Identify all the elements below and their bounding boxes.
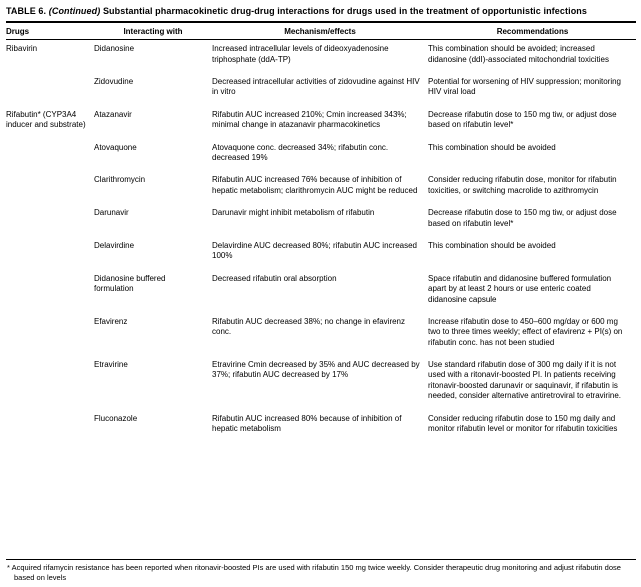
table-number: TABLE 6. bbox=[6, 6, 47, 16]
drug-cell bbox=[6, 274, 94, 305]
mechanism-cell: Rifabutin AUC decreased 38%; no change in efavirenz conc. bbox=[212, 316, 406, 337]
interacting-cell: Atovaquone bbox=[94, 142, 137, 152]
interacting-cell: Delavirdine bbox=[94, 240, 135, 250]
interacting-cell: Atazanavir bbox=[94, 109, 132, 119]
table-row bbox=[6, 414, 636, 435]
table-row bbox=[6, 44, 636, 65]
recommendation-cell: Decrease rifabutin dose to 150 mg tiw, or adjust dose based on rifabutin level* bbox=[428, 109, 617, 130]
drug-cell: Ribavirin bbox=[6, 44, 38, 54]
recommendation-cell: Consider reducing rifabutin dose to 150 mg daily and monitor rifabutin level or monitor for rifabutin toxicities bbox=[428, 413, 618, 434]
recommendation-cell: This combination should be avoided; increased didanosine (ddI)-associated mitochondrial toxicities bbox=[428, 44, 609, 64]
mechanism-cell: Decreased intracellular activities of zidovudine against HIV in vitro bbox=[212, 77, 420, 97]
drug-cell bbox=[6, 175, 94, 196]
table-continued-label: (Continued) bbox=[48, 6, 101, 16]
recommendation-cell: Increase rifabutin dose to 450–600 mg/day or 600 mg two to three times weekly; effect of efavirenz + PI(s) on rifabutin conc. has not been studied bbox=[428, 316, 623, 347]
mechanism-cell: Darunavir might inhibit metabolism of rifabutin bbox=[212, 208, 375, 218]
drug-cell bbox=[6, 317, 94, 348]
recommendation-cell: This combination should be avoided bbox=[428, 142, 556, 152]
table-row bbox=[6, 360, 636, 402]
drug-cell: Rifabutin* (CYP3A4 inducer and substrate) bbox=[6, 109, 86, 130]
recommendation-cell: Use standard rifabutin dose of 300 mg daily if it is not used with a ritonavir-boosted PI. In patients receiving ritonavir-boosted darunavir or saquinavir, if rifabutin is needed, consider alternative antiretroviral to etravirine. bbox=[428, 360, 621, 401]
drug-cell bbox=[6, 360, 94, 402]
mechanism-cell: Increased intracellular levels of dideoxyadenosine triphosphate (ddA-TP) bbox=[212, 44, 389, 64]
interacting-cell: Didanosine buffered formulation bbox=[94, 273, 166, 294]
table-row bbox=[6, 77, 636, 98]
table-title bbox=[6, 6, 636, 18]
recommendation-cell: Space rifabutin and didanosine buffered formulation apart by at least 2 hours or use enteric coated didanosine capsule bbox=[428, 273, 612, 304]
drug-cell bbox=[6, 241, 94, 262]
drug-cell bbox=[6, 143, 94, 164]
mechanism-cell: Delavirdine AUC decreased 80%; rifabutin AUC increased 100% bbox=[212, 240, 417, 261]
interacting-cell: Darunavir bbox=[94, 208, 129, 218]
table-footnote: * Acquired rifamycin resistance has been reported when ritonavir-boosted PIs are used with rifabutin 150 mg twice weekly. Consider therapeutic drug monitoring and adjust rifabutin dose based on levels bbox=[7, 562, 621, 582]
table-row bbox=[6, 241, 636, 262]
table-row bbox=[6, 208, 636, 229]
drug-cell bbox=[6, 414, 94, 435]
table-row bbox=[6, 317, 636, 348]
recommendation-cell: Potential for worsening of HIV suppression; monitoring HIV viral load bbox=[428, 77, 621, 97]
table-header-row bbox=[6, 23, 636, 40]
recommendation-cell: This combination should be avoided bbox=[428, 240, 556, 250]
table-footer bbox=[6, 559, 636, 583]
recommendation-cell: Consider reducing rifabutin dose, monitor for rifabutin toxicities, or switching macrolide to azithromycin bbox=[428, 175, 617, 195]
table-row bbox=[6, 175, 636, 196]
interacting-cell: Fluconazole bbox=[94, 413, 138, 423]
table-body bbox=[6, 40, 636, 558]
mechanism-cell: Rifabutin AUC increased 80% because of inhibition of hepatic metabolism bbox=[212, 413, 402, 434]
column-header-drugs: Drugs bbox=[6, 26, 30, 36]
column-header-recommendations: Recommendations bbox=[496, 26, 569, 36]
drug-cell bbox=[6, 208, 94, 229]
mechanism-cell: Rifabutin AUC increased 210%; Cmin increased 343%; minimal change in atazanavir pharmacokinetics bbox=[212, 109, 407, 130]
table-row bbox=[6, 143, 636, 164]
interacting-cell: Didanosine bbox=[94, 44, 135, 54]
interacting-cell: Zidovudine bbox=[94, 77, 134, 87]
drug-cell bbox=[6, 77, 94, 98]
mechanism-cell: Atovaquone conc. decreased 34%; rifabutin conc. decreased 19% bbox=[212, 142, 389, 163]
column-header-mechanism-effects: Mechanism/effects bbox=[284, 26, 356, 36]
interacting-cell: Clarithromycin bbox=[94, 175, 146, 185]
mechanism-cell: Etravirine Cmin decreased by 35% and AUC decreased by 37%; rifabutin AUC decreased by 17% bbox=[212, 360, 420, 380]
table-row bbox=[6, 274, 636, 305]
interacting-cell: Efavirenz bbox=[94, 316, 128, 326]
recommendation-cell: Decrease rifabutin dose to 150 mg tiw, or adjust dose based on rifabutin level* bbox=[428, 208, 617, 228]
column-header-interacting-with: Interacting with bbox=[123, 26, 183, 36]
mechanism-cell: Decreased rifabutin oral absorption bbox=[212, 273, 337, 283]
table-row bbox=[6, 110, 636, 131]
interacting-cell: Etravirine bbox=[94, 360, 128, 370]
mechanism-cell: Rifabutin AUC increased 76% because of inhibition of hepatic metabolism; clarithromycin AUC might be reduced bbox=[212, 175, 418, 195]
table-title-text: Substantial pharmacokinetic drug-drug interactions for drugs used in the treatment of opportunistic infections bbox=[102, 6, 587, 16]
